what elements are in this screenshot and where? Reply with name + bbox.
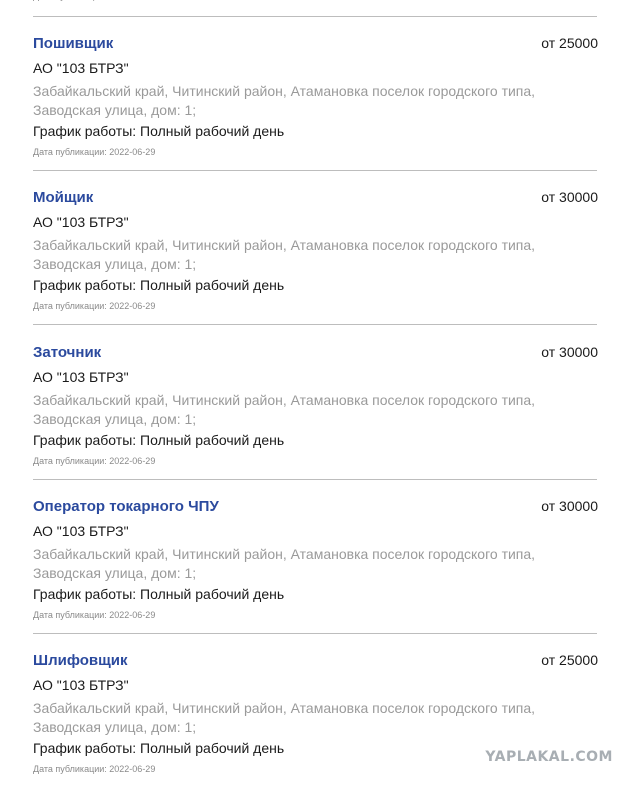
vacancy-schedule: График работы: Полный рабочий день <box>33 432 285 448</box>
watermark-logo: YAPLAKAL.COM <box>485 749 613 765</box>
vacancy-salary: от 30000 <box>541 344 598 360</box>
vacancy-title-link[interactable]: Оператор токарного ЧПУ <box>33 498 219 515</box>
vacancy-company: АО "103 БТРЗ" <box>33 60 129 76</box>
vacancy-company: АО "103 БТРЗ" <box>33 214 129 230</box>
vacancy-title-link[interactable]: Заточник <box>33 344 102 361</box>
vacancy-item <box>33 189 598 329</box>
vacancy-schedule: График работы: Полный рабочий день <box>33 123 285 139</box>
vacancy-address: Забайкальский край, Читинский район, Атамановка поселок городского типа, Заводская улица, дом: 1; <box>33 83 536 118</box>
vacancy-pubdate: Дата публикации: 2022-06-29 <box>33 301 156 311</box>
vacancy-pubdate: Дата публикации: 2022-06-29 <box>33 764 156 774</box>
divider <box>33 479 597 480</box>
vacancy-pubdate: Дата публикации: 2022-06-29 <box>33 147 156 157</box>
clipped-pubdate <box>33 0 155 1</box>
vacancy-address: Забайкальский край, Читинский район, Атамановка поселок городского типа, Заводская улица, дом: 1; <box>33 237 536 272</box>
vacancy-item <box>33 652 598 792</box>
vacancy-address: Забайкальский край, Читинский район, Атамановка поселок городского типа, Заводская улица, дом: 1; <box>33 700 536 735</box>
vacancy-pubdate: Дата публикации: 2022-06-29 <box>33 610 156 620</box>
vacancy-item <box>33 498 598 638</box>
divider <box>33 324 597 325</box>
vacancy-item <box>33 344 598 484</box>
vacancy-item <box>33 35 598 175</box>
vacancy-title-link[interactable]: Шлифовщик <box>33 652 128 669</box>
vacancy-title-link[interactable]: Мойщик <box>33 189 94 206</box>
vacancy-schedule: График работы: Полный рабочий день <box>33 740 285 756</box>
vacancy-salary: от 30000 <box>541 498 598 514</box>
vacancy-company: АО "103 БТРЗ" <box>33 369 129 385</box>
vacancy-salary: от 25000 <box>541 35 598 51</box>
divider <box>33 16 597 17</box>
divider <box>33 633 597 634</box>
vacancy-salary: от 25000 <box>541 652 598 668</box>
vacancy-company: АО "103 БТРЗ" <box>33 523 129 539</box>
vacancy-company: АО "103 БТРЗ" <box>33 677 129 693</box>
vacancy-address: Забайкальский край, Читинский район, Атамановка поселок городского типа, Заводская улица, дом: 1; <box>33 546 536 581</box>
divider <box>33 170 597 171</box>
vacancy-schedule: График работы: Полный рабочий день <box>33 586 285 602</box>
vacancy-pubdate: Дата публикации: 2022-06-29 <box>33 456 156 466</box>
vacancy-title-link[interactable]: Пошивщик <box>33 35 114 52</box>
vacancy-salary: от 30000 <box>541 189 598 205</box>
vacancy-schedule: График работы: Полный рабочий день <box>33 277 285 293</box>
vacancy-address: Забайкальский край, Читинский район, Атамановка поселок городского типа, Заводская улица, дом: 1; <box>33 392 536 427</box>
